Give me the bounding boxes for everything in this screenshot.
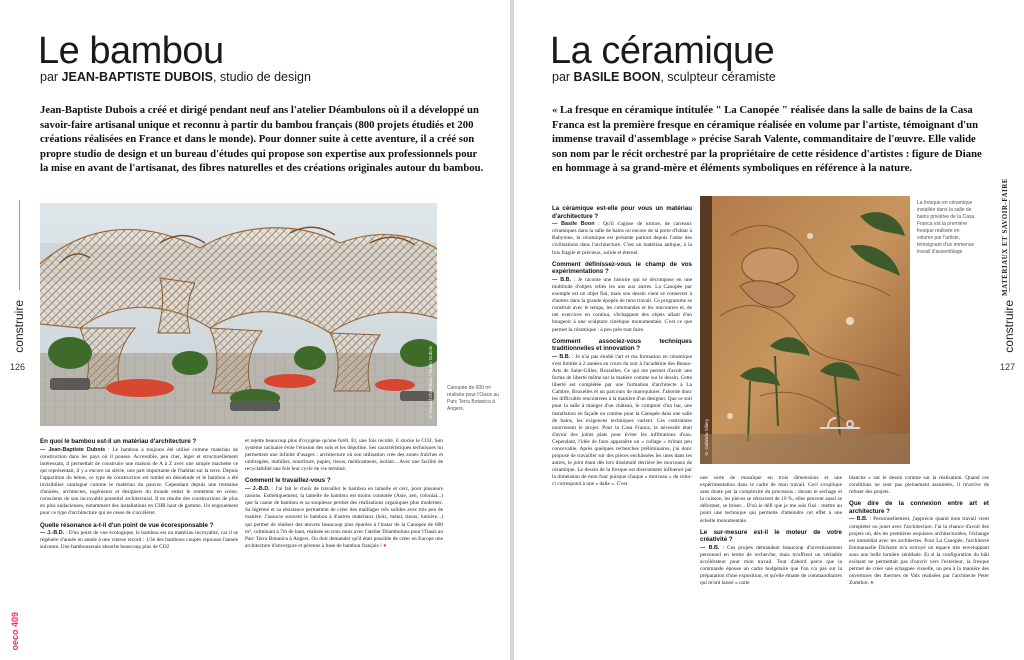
right-column-2	[700, 475, 842, 655]
paragraph: blanche » sur le dessin comme sur la réalisation. Quand ces conditions ne sont pas pleinement assumées, il m'arrive de refuser des projets.	[849, 475, 989, 496]
left-column-2	[245, 438, 443, 654]
right-column-3	[849, 475, 989, 655]
right-headline: La céramique	[550, 30, 775, 72]
byline-prefix: par	[552, 70, 574, 84]
left-page	[0, 0, 510, 660]
question-heading: Quelle résonance a-t-il d'un point de vue écoresponsable ?	[40, 521, 214, 529]
answer-text: : Le bambou a toujours été utilisé comme matériau de construction dans les pays où il pousse. Accessible, peu cher, léger et structurellement intéressant, il permettait de construire une maison de A à Z avec une simple machette ce qui représentait, il y a encore un siècle, une part importante de l'habitat sur la terre. Depuis l'apparition du béton, ce type de construction est tombé en désuétude et le bambou a été invisibilisé catalogué comme le matériau du pauvre. Cependant depuis une trentaine d'années, architectes, ingénieurs et designers du monde entier le remettent en scène, conscients de son incroyable potentiel architectural. Il en résulte des constructions de plus en plus audacieuses, notamment des installations en CHR haut de gamme. Un engouement pour ce type d'architecture qui ne cesse de s'accélérer.	[40, 446, 238, 517]
byline-prefix: par	[40, 70, 62, 84]
speaker: — Jean-Baptiste Dubois	[40, 446, 106, 453]
speaker: — B.B.	[700, 544, 720, 551]
right-section-label: construire	[1002, 300, 1016, 353]
right-page	[514, 0, 1024, 660]
right-intro: « La fresque en céramique intitulée " La Canopée " réalisée dans la salle de bains de la Casa Franca est la première fresque en céramique réalisée en volume par l'artiste, témoignant d'un immense travail d'assemblage » précise Sarah Valente, commanditaire de l'œuvre. Elle valide son nom par le récit orchestré par la propriétaire de cette résidence d'artistes : figure de Diane en hommage à sa grand-mère et éléments symboliques en référence à la nature.	[552, 104, 982, 175]
answer-text: : J'ai fait le choix de travailler le bambou en lamelle et cerc, pour plusieurs raisons. Esthétiquement, la lamelle de bambou est moins connotée (Asie, zen, colonial...) que la canne de bambou et sa souplesse permet des réalisations organiques plus modernes. Sa légèreté et sa résistance permettent de créer des maillages très solides avec très peu de matière. J'associe souvent le bambou à d'autres matériaux (bois, métal, tissus, lumière...) qui permet de réaliser des œuvres beaucoup plus épurées à l'instar de la Canopée de 600 m², culminant à 7m de haut, réalisée en trois mois avec l'atelier Déambulons pour l'Oasis au Parc Terra Botanica à Angers. Ou doit demander qu'il était possible de créer en Europe une architecture d'envergure et pérenne à base de bambou français !	[245, 486, 443, 549]
speaker: — Basile Boon	[552, 221, 595, 228]
left-column-1	[40, 438, 238, 654]
ceramic-fresco-photo	[700, 196, 910, 464]
right-photo-credit: © Gabriela Siliery	[704, 419, 709, 456]
end-mark: ●	[868, 580, 874, 587]
speaker: — B.B.	[552, 353, 571, 360]
rubric-label: MATÉRIAUX ET SAVOIR-FAIRE	[1002, 178, 1009, 296]
bamboo-canopy-illustration	[40, 203, 437, 426]
answer-text: : Qu'il s'agisse de toiture, de carreaux céramiques dans la salle de bains ou encore de la porte d'Ishtar à Babylone, la céramique est présente partout depuis l'aube des civilisations dans l'architecture. C'est un matériau antique, à la fois fragile et précieux, solide et éternel.	[552, 221, 692, 256]
question-heading: Que dire de la connexion entre art et architecture ?	[849, 500, 989, 515]
left-intro: Jean-Baptiste Dubois a créé et dirigé pendant neuf ans l'atelier Déambulons où il a développé un savoir-faire artisanal unique et reconnu à partir du bambou français (800 projets étudiés et 200 créations réalisées en France et dans le monde). Pour donner suite à cette aventure, il a créé son propre studio de design et un bureau d'études qui propose son expertise aux professionnels pour la mise en avant de l'artisanat, des fibres naturelles et des créations originales autour du bambou.	[40, 104, 484, 175]
right-byline	[552, 70, 776, 84]
left-page-number: 126	[10, 362, 26, 372]
answer-text: : Ces projets demandent beaucoup d'investissement personnel en terme de recherche, mais m'offrent un véritable accélérateur pour mon travail. Tout d'abord parce que la commande épouse un cadre budgétaire que l'on n'a pas sur la préparation d'une exposition, et qu'elle émane de commanditaires qui m'ont laissé « carte	[700, 544, 842, 587]
question-heading: Comment le travaillez-vous ?	[245, 477, 331, 485]
question-heading: Comment définissez-vous le champ de vos expérimentations ?	[552, 260, 692, 276]
byline-role: , sculpteur céramiste	[660, 70, 776, 84]
speaker: — J.-B.D.	[245, 486, 270, 493]
end-mark: ●	[381, 542, 387, 549]
left-section-label: construire	[12, 300, 26, 353]
speaker: — B.B.	[552, 276, 571, 283]
right-photo-caption: La fresque en céramique installée dans la salle de bains privative de la Casa Franca est la première fresque réalisée en volume par l'artiste, témoignant d'un immense travail d'assemblage	[917, 200, 975, 255]
paragraph: une sorte de mosaïque en trois dimensions et une expérimentation dans le cadre de mon travail. Ceci s'explique sans doute par la complexité du processus : durant le séchage et la cuisson, les pièces se rétractent de 10 %, elles peuvent aussi se déformer, se briser... D'où le défi que je me suis fixé : mettre au point une technique qui permette d'atteindre cet effet à une échelle monumentale.	[700, 475, 842, 524]
right-page-number: 127	[1000, 362, 1016, 372]
byline-author: BASILE BOON	[573, 70, 661, 84]
speaker: — J.-B.D.	[40, 530, 65, 537]
magazine-tag: oeco 409	[10, 612, 20, 651]
question-heading: En quoi le bambou est-il un matériau d'architecture ?	[40, 438, 197, 445]
left-photo-caption: Canopée de 600 m² réalisée pour l'Oasis au Parc Terra Botanica à Angers.	[447, 385, 500, 412]
left-divider	[19, 200, 20, 290]
answer-text: : Je n'ai pas étudié l'art et ma formation en céramique s'est limitée à 2 années en cours du soir à l'académie des Beaux-Arts de Saint-Gilles, Bruxelles. Ce qui me permet d'avoir une forme de liberté même sur la matière comme sur le dessin. Cette liberté est complétée par une formation d'architecte à La Cambre, Bruxelles et un parcours de maroquinier. J'aborde donc les difficultés rencontrées à la manière d'un designer. Que ce soit pour la salle à manger d'un château, le comptoir d'un bar, une installation en façade ou comme pour la Canopée dans une salle de bains, les exigences techniques varient. Ces contraintes nourrissent le projet. Pour la Casa Franca, la nécessité était d'avoir des joints plats pour éviter les infiltrations d'eau. Cependant, l'idée de faire apparaître un « collage » m'était peu concevable. Après quelques recherches préliminaires, j'ai donc proposé de travailler sur des pièces enchâssées les unes dans les autres, le joint étant dès lors dissimulé derrière les morceaux de céramique. Le dessin de la fresque est directement influencé par la dimension de mon four puisque chaque « morceau » de celui-ci correspond à une « dalle ». C'est	[552, 353, 692, 488]
speaker: — B.B.	[849, 516, 868, 523]
byline-role: , studio de design	[212, 70, 311, 84]
answer-text: : Je raconte une histoire qui se décompose en une multitude d'objets reliés les uns aux autres. La Canopée par exemple est un objet fini, mais son dessin vient se connecter à d'autres dans la grande épopée de mon travail. Ce programme se construit avec le temps, les commandes et les rencontres et, de net exercices en continu, s'échappent des objets allant d'un bougeoir à une sculpture cinétique monumentale. C'est ce que permet la céramique : à peu près tout faire.	[552, 276, 692, 333]
left-photo-credit: © Arnaud Chiffoleau / Studio Dubois	[428, 346, 433, 420]
question-heading: Comment associez-vous techniques traditionnelles et innovation ?	[552, 337, 692, 353]
bamboo-canopy-photo	[40, 203, 437, 426]
question-heading: La céramique est-elle pour vous un matériau d'architecture ?	[552, 205, 692, 220]
answer-text: : Personnellement, j'apprécie quand mon travail vient compléter ou jouer avec l'architecture. J'ai la chance d'avoir des projets où, dès les premières esquisses architecturales, l'échange est immédiat avec les architectes. Pour La Canopée, l'architecte Emmanuelle Dicharte m'a octroyé un espace très enveloppant sous une belle lumière zénithale. Et si la configuration du bâti existant ne permettait pas d'ouvrir vers l'extérieur, la fresque permet de créer une échappée visuelle, un peu à la manière des ouvertures des thermes de Vals réalisées par l'architecte Peter Zumthor.	[849, 516, 989, 587]
paragraph: et rejette beaucoup plus d'oxygène qu'une forêt. Et, une fois récolté, il stocke le CO2. Son système racinaire évite l'érosion des sols et les dépollue. Ses caractéristiques techniques lui permettent une infinité d'usages : architecture où son utilisation crée des zones fraîches et ombragées, mobilier, nourriture, papier, tissus, médicaments, isolant... Avec une facilité de recyclabilité une fois leur cycle de vie terminé.	[245, 438, 443, 473]
ceramic-fresco-illustration	[700, 196, 910, 464]
left-byline	[40, 70, 311, 84]
left-headline: Le bambou	[38, 30, 224, 72]
answer-text: : D'un point de vue écologique, le bambou est un matériau incroyable, car il se régénère d'année en année à une vitesse record : 1/3e des bambous coupés repousse l'année suivante. Une bambouseraie absorbe beaucoup plus de CO2	[40, 530, 238, 551]
right-divider	[1009, 200, 1010, 292]
question-heading: Le sur-mesure est-il le moteur de votre créativité ?	[700, 528, 842, 544]
byline-author: JEAN-BAPTISTE DUBOIS	[61, 70, 213, 84]
right-column-1	[552, 205, 692, 654]
